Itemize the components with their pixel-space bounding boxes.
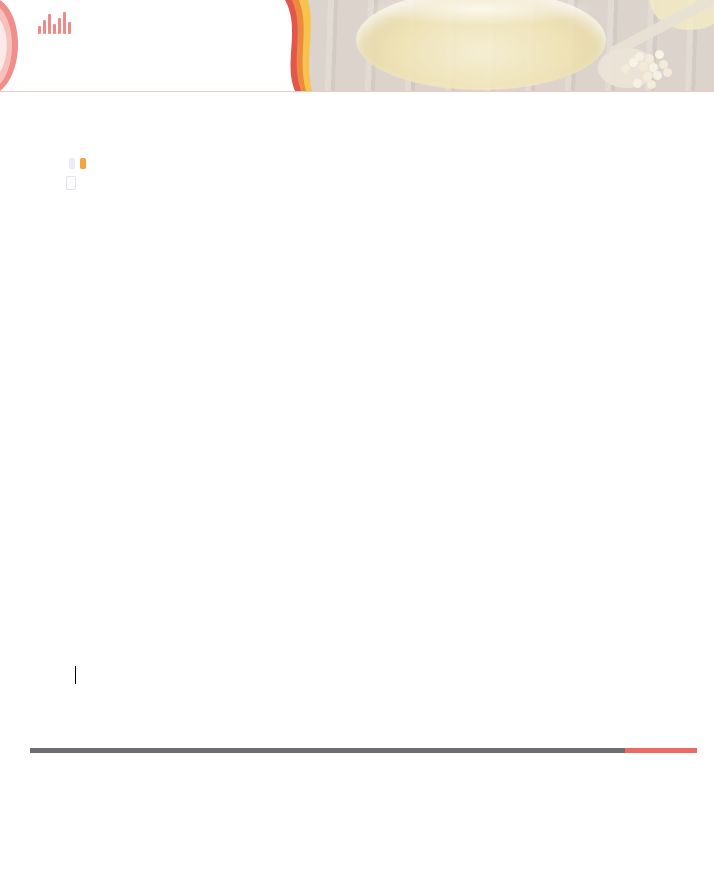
- flame-decoration: [283, 0, 325, 91]
- soybean-oil-photo: [298, 0, 714, 91]
- brand-logo: [24, 10, 84, 36]
- hide-indicator-icon: [69, 158, 75, 169]
- chart-legend: [64, 158, 91, 169]
- header-divider: [0, 91, 714, 92]
- recommendation-section: [30, 100, 690, 103]
- tradingview-chart: [62, 156, 658, 468]
- photo-overlay: [298, 0, 714, 91]
- indicator-count-badge: [66, 176, 76, 190]
- price-chart-svg: [62, 156, 658, 468]
- footer-divider-red: [625, 748, 697, 753]
- logo-bars-icon: [24, 10, 84, 34]
- text-cursor: [75, 666, 76, 684]
- header-banner: [0, 0, 714, 91]
- daily-badge-icon: [80, 158, 86, 169]
- footer-divider-gray: [30, 748, 625, 753]
